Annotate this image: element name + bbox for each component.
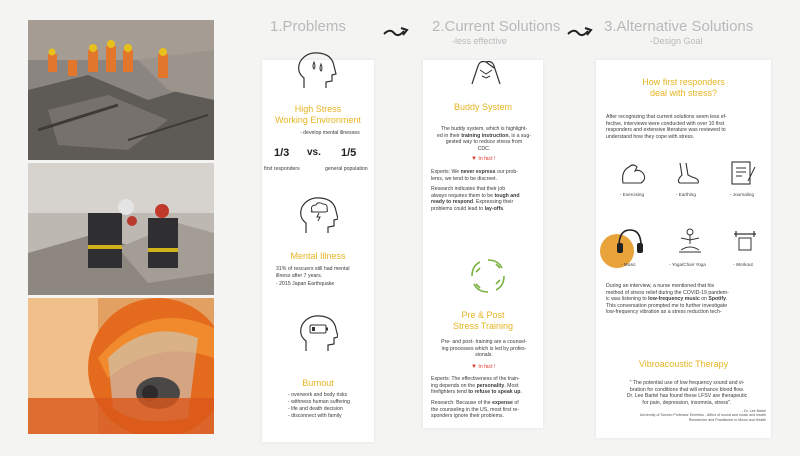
intro-paragraph: After recognizing that current solutions seem less ef- fective, interviews were conducted with over 10 first responders and extensive literature was reviewed to understand how they cope with stress.	[606, 114, 727, 140]
label-earthing: - Earthing	[676, 192, 696, 197]
journaling-icon	[728, 159, 758, 187]
alternative-solutions-subtitle: -Design Goal	[650, 36, 703, 46]
alternative-solutions-title: 3.Alternative Solutions	[604, 18, 754, 35]
workout-dumbbell-icon	[730, 226, 760, 256]
vibro-citation: - Dr. Lee Bartel University of Toronto Professor Emeritus - Affect of sound and music and health Researcher and Practitioner in Music and Health	[639, 409, 766, 422]
buddy-research: Research indicates that their job always requires them to be tough and ready to respond. Expressing their problems could lead to lay-offs.	[431, 186, 520, 212]
current-solutions-subtitle: -less effective	[452, 36, 507, 46]
label-workout: - Workout	[733, 262, 753, 267]
recycle-hands-icon	[468, 256, 508, 296]
stressed-head-icon	[294, 50, 338, 92]
stress-heading-2: Working Environment	[275, 115, 361, 125]
buddy-experts: Experts: We never express our prob- lems, we tend to be discreet.	[431, 169, 519, 182]
vibro-quote: " The potential use of low frequency sound and vi- bration for conditions that will enhance blood flow. Dr. Lee Bartel has found these LFSV are therapeutic for pain, depression, insomnia, stress".	[626, 380, 748, 406]
headphones-icon	[614, 226, 646, 256]
current-solutions-card	[423, 60, 543, 428]
stress-bullet: - develop mental illnesses	[300, 130, 360, 136]
label-exercising: - Exercising	[620, 192, 644, 197]
label-general-population: general population	[325, 166, 368, 172]
yoga-icon	[675, 226, 705, 256]
burnout-bullet-3: - life and death decision	[288, 406, 343, 412]
mental-line-1: 31% of rescuers still had mental	[276, 266, 350, 272]
mental-line-3: - 2015 Japan Earthquake	[276, 281, 335, 287]
mental-illness-heading: Mental Illness	[290, 251, 346, 261]
burnout-bullet-2: - withness human suffering	[288, 399, 350, 405]
training-heading: Pre & Post Stress Training	[452, 310, 514, 331]
training-paragraph: Pre- and post- training are a counsel- ing processes which is led by profes- sionals.	[441, 339, 527, 359]
current-solutions-title: 2.Current Solutions	[432, 18, 561, 35]
exercising-icon	[619, 159, 649, 187]
vibroacoustic-heading: Vibroacoustic Therapy	[638, 359, 729, 369]
firefighter-helmet-photo	[28, 298, 214, 434]
interview-paragraph: During an interview, a nurse mentioned that his method of stress relief during the COVID-19 pandem- ic was listening to low-frequency music on Spotify. This conversation prompted me to further investigate low-frequency vibration as a stress reduction tech-	[606, 283, 729, 316]
photo-column	[28, 20, 214, 434]
handshake-icon	[466, 54, 506, 88]
rescuers-concrete-photo	[28, 163, 214, 295]
stat-first-responders: 1/3	[274, 147, 290, 159]
buddy-paragraph: The buddy system, which is highlight- ed in their training instruction, is a sug- gested way to reduce stress from CDC.	[437, 126, 531, 152]
label-journaling: - Journaling	[730, 192, 755, 197]
burnout-bullet-4: - disconnect with family	[288, 413, 342, 419]
mental-line-2: illness after 7 years.	[276, 273, 323, 279]
label-music: - Music	[621, 262, 636, 267]
buddy-system-heading: Buddy System	[453, 102, 513, 112]
stat-vs: vs.	[307, 147, 321, 158]
rescuers-rubble-photo	[28, 20, 214, 160]
burnout-bullet-1: - overwork and body risks	[288, 392, 348, 398]
battery-head-icon	[296, 312, 338, 354]
stress-question-heading: How first responders deal with stress?	[642, 77, 725, 98]
arrow-icon	[566, 24, 596, 40]
label-first-responders: first responders	[264, 166, 300, 172]
arrow-icon	[382, 24, 412, 40]
training-experts: Experts: The effectiveness of the train- ing depends on the personality. Most firefighters tend to refuse to speak up.	[431, 376, 522, 396]
training-in-fact: ▼ In fact !	[471, 364, 496, 370]
training-research: Research: Because of the expense of the counseling in the US, most first re- sponders ignore their problems.	[431, 400, 519, 420]
buddy-in-fact: ▼ In fact !	[471, 156, 496, 162]
label-yoga: - Yoga/Chair Yoga	[669, 262, 706, 267]
problems-title: 1.Problems	[270, 18, 346, 35]
burnout-heading: Burnout	[302, 378, 334, 388]
earthing-foot-icon	[672, 159, 702, 187]
stat-general-population: 1/5	[341, 147, 357, 159]
stress-heading: High Stress	[294, 104, 342, 114]
storm-head-icon	[296, 194, 338, 236]
